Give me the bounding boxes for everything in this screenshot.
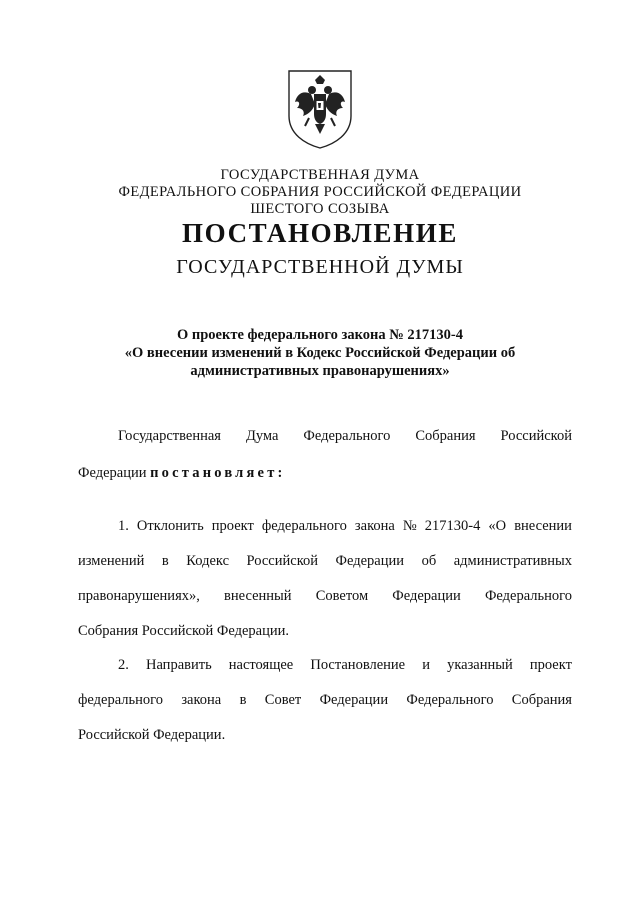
item-2-line-1 xyxy=(118,657,572,674)
word: внесенный xyxy=(224,588,292,604)
word: Отклонить xyxy=(136,518,204,534)
header-line-convocation: ШЕСТОГО СОЗЫВА xyxy=(250,201,390,217)
item-2-line-2 xyxy=(78,692,572,709)
item-1-line-4: Собрания Российской Федерации. xyxy=(78,623,289,639)
document-title: ПОСТАНОВЛЕНИЕ xyxy=(182,218,458,248)
intro-line-1 xyxy=(118,428,572,445)
word: в xyxy=(161,553,169,569)
word: и xyxy=(422,657,430,673)
word: указанный xyxy=(447,657,513,673)
word: правонарушениях», xyxy=(78,588,200,604)
word: административных xyxy=(453,553,572,569)
word: Федерации xyxy=(392,588,461,604)
word: Федерации xyxy=(335,553,405,569)
intro-word: Российской xyxy=(500,428,572,444)
word: проект xyxy=(211,518,254,534)
word: Федерального xyxy=(484,588,572,604)
word: закона xyxy=(354,518,395,534)
word: 2. xyxy=(118,657,129,673)
word: Направить xyxy=(145,657,212,673)
word: Совет xyxy=(264,692,302,708)
word: об xyxy=(421,553,437,569)
intro-word: Собрания xyxy=(415,428,476,444)
word: закона xyxy=(181,692,222,708)
word: федерального xyxy=(78,692,163,708)
item-2-line-3: Российской Федерации. xyxy=(78,727,226,743)
word: Российской xyxy=(246,553,319,569)
word: федерального xyxy=(261,518,347,534)
subject-line-3: административных правонарушениях» xyxy=(190,363,450,379)
word: Кодекс xyxy=(186,553,230,569)
intro-line-2 xyxy=(78,465,572,482)
word: Постановление xyxy=(310,657,406,673)
coat-of-arms-emblem xyxy=(285,68,355,150)
intro-word: Федерального xyxy=(303,428,391,444)
item-1-line-1 xyxy=(118,518,572,535)
word: Собрания xyxy=(511,692,572,708)
subject-line-1: О проекте федерального закона № 217130-4 xyxy=(176,327,464,343)
word: внесении xyxy=(514,518,572,534)
word: в xyxy=(239,692,247,708)
header-line-assembly: ФЕДЕРАЛЬНОГО СОБРАНИЯ РОССИЙСКОЙ ФЕДЕРАЦИИ xyxy=(118,184,522,200)
word: 217130-4 xyxy=(424,518,481,534)
word: изменений xyxy=(78,553,145,569)
intro-word: Дума xyxy=(245,428,279,444)
document-subtitle: ГОСУДАРСТВЕННОЙ ДУМЫ xyxy=(176,256,464,278)
intro-federation: Федерации xyxy=(78,465,147,481)
item-1-line-3 xyxy=(78,588,572,605)
word: Федерального xyxy=(406,692,494,708)
word: проект xyxy=(529,657,572,673)
word: 1. xyxy=(118,518,129,534)
item-1-line-2 xyxy=(78,553,572,570)
word: Федерации xyxy=(319,692,389,708)
subject-line-2: «О внесении изменений в Кодекс Российской Федерации об xyxy=(124,345,516,361)
word: настоящее xyxy=(228,657,294,673)
word: № xyxy=(402,518,417,534)
header-line-duma: ГОСУДАРСТВЕННАЯ ДУМА xyxy=(220,167,420,183)
word: «О xyxy=(488,518,507,534)
word: Советом xyxy=(315,588,369,604)
intro-word: Государственная xyxy=(118,428,221,444)
intro-resolves: постановляет: xyxy=(150,465,286,481)
